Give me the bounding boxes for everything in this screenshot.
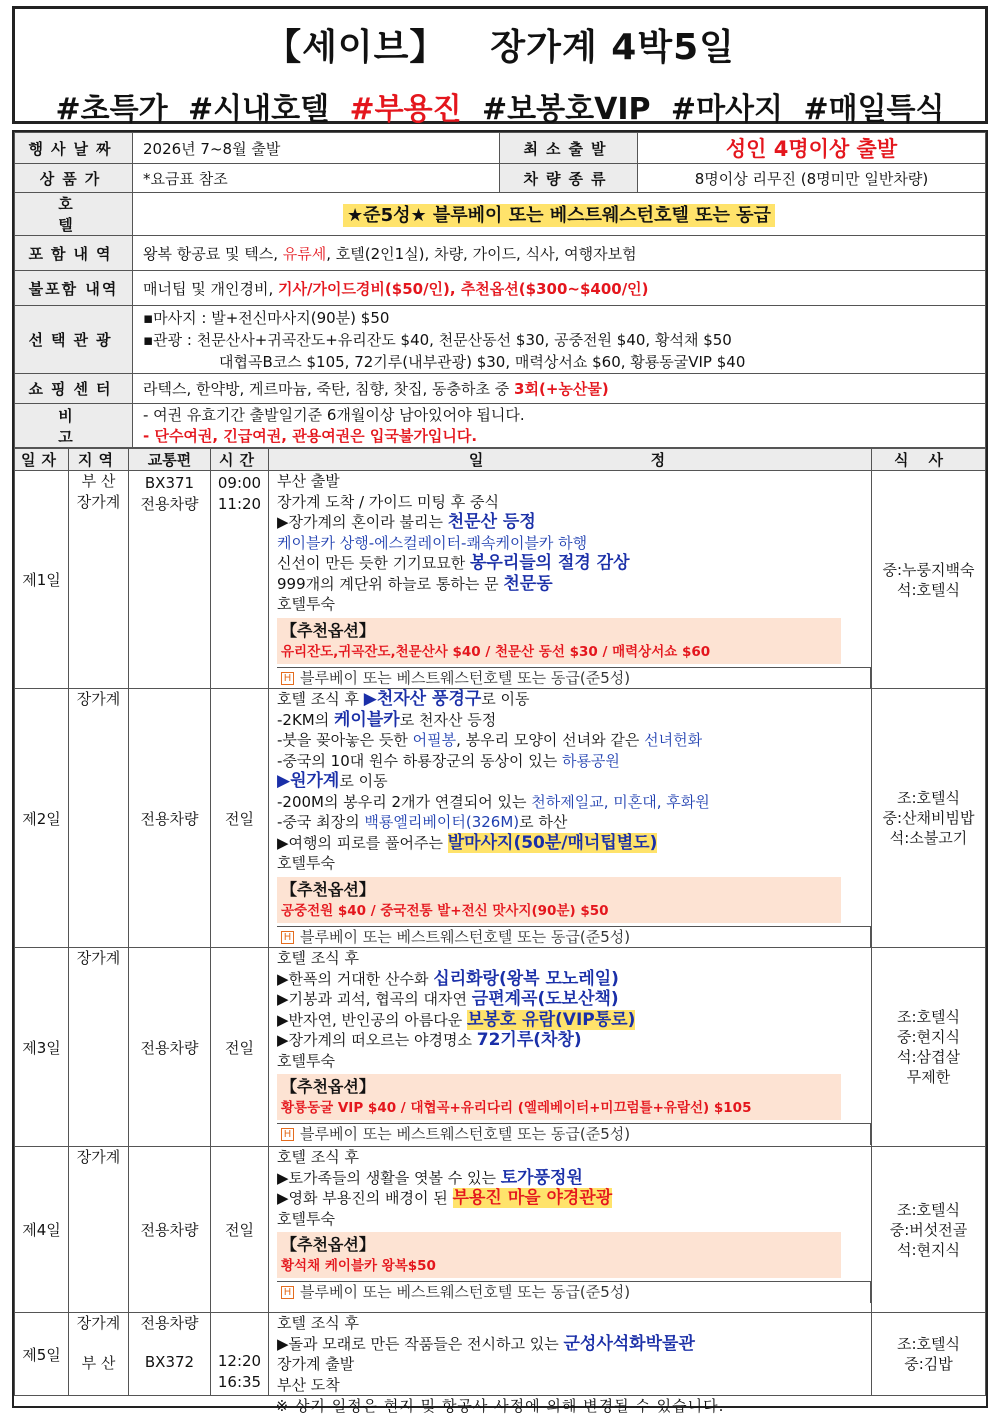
- day-transport: 전용차량: [129, 948, 211, 1147]
- program-line: [277, 1168, 871, 1189]
- day-row-2: [15, 689, 986, 948]
- program-line: 호텔 조식 후: [277, 949, 359, 967]
- option-title: 【추천옵션】: [281, 879, 375, 899]
- highlight: 금편계곡(도보산책): [471, 989, 619, 1009]
- option-text: 유리잔도,귀곡잔도,천문산사 $40 / 천문산 동선 $30 / 매력상서쇼 $60: [281, 643, 711, 660]
- schedule-table: [14, 448, 986, 1396]
- footer-note: ※ 상기 일정은 현지 및 항공사 사정에 의해 변경될 수 있습니다.: [275, 1397, 725, 1414]
- price-label: 상품가: [15, 164, 133, 193]
- text: -중국 최장의: [277, 813, 365, 831]
- highlight: 하룡공원: [561, 751, 620, 770]
- note-1: - 여권 유효기간 출발일기준 6개월이상 남아있어야 됩니다.: [143, 405, 525, 424]
- itinerary-sheet: [12, 130, 988, 1414]
- text: -붓을 꽂아놓은 듯한: [277, 731, 413, 749]
- meal-2: 중:현지식: [896, 1028, 960, 1046]
- incl-label: 포함내역: [15, 236, 133, 271]
- day-program: [269, 1313, 872, 1396]
- highlight: ▶원가계: [277, 771, 340, 791]
- hotel-label: 호텔: [15, 193, 133, 236]
- highlight: 군성사석화박물관: [563, 1333, 695, 1354]
- text: ▶여행의 피로를 풀어주는: [277, 833, 448, 852]
- day-label: 제4일: [15, 1147, 69, 1313]
- highlight: 백룡엘리베이터(326M): [364, 813, 520, 831]
- min-label: 최소출발: [500, 133, 638, 164]
- hotel-line: [277, 667, 871, 689]
- program-line: [277, 751, 871, 772]
- incl-b: , 호텔(2인1실), 차량, 가이드, 식사, 여행자보험: [326, 244, 637, 263]
- meal-3: 석:현지식: [896, 1240, 960, 1259]
- program-line: 장가계 출발: [277, 1355, 355, 1373]
- day-region: [69, 689, 129, 948]
- option-text: 황룡동굴 VIP $40 / 대협곡+유리다리 (엘레베이터+미끄럼틀+유람선) $105: [281, 1100, 752, 1116]
- highlight: 발마사지(50분/매너팁별도): [447, 832, 658, 853]
- text: -200M의 봉우리 2개가 연결되어 있는: [277, 792, 532, 811]
- hotel-text: 블루베이 또는 베스트웨스턴호텔 또는 동급(준5성): [300, 668, 631, 687]
- text: 로 천자산 등정: [399, 710, 497, 729]
- day-transport: 전용차량: [129, 689, 211, 948]
- transport-1: 전용차량: [140, 1314, 199, 1332]
- note-label: 비고: [15, 404, 133, 448]
- opt-line-2: ▪관광 : 천문산사+귀곡잔도+유리잔도 $40, 천문산동선 $30, 공중전원 $40, 황석채 $50: [143, 330, 732, 349]
- brand-label: 【세이브】: [265, 27, 447, 68]
- vehicle-value: 8명이상 리무진 (8명미만 일반차량): [638, 164, 986, 193]
- program-line: 호텔 조식 후: [277, 1148, 359, 1166]
- region: 장가계: [76, 690, 121, 708]
- day-row-3: [15, 948, 986, 1147]
- program-line: [277, 553, 871, 574]
- recommended-option: [277, 877, 841, 923]
- time-1: 09:00: [217, 474, 262, 492]
- shop-value: [133, 374, 986, 404]
- hotel-value-text: ★준5성★ 블루베이 또는 베스트웨스턴호텔 또는 동급: [343, 204, 775, 227]
- program-line: [277, 833, 871, 854]
- program-line: 케이블카 상행-에스컬레이터-쾌속케이블카 하행: [277, 533, 588, 552]
- header-schedule: [269, 449, 872, 471]
- program-line: 부산 출발: [277, 472, 340, 490]
- text: ▶한폭의 거대한 산수화: [277, 969, 434, 988]
- day-transport: [129, 1313, 211, 1396]
- day-time: [211, 1313, 269, 1396]
- hotel-text: 블루베이 또는 베스트웨스턴호텔 또는 동급(준5성): [300, 1125, 631, 1143]
- meal-3: 석:소불고기: [889, 829, 968, 847]
- excl-value: [133, 271, 986, 306]
- day-transport: 전용차량: [129, 1147, 211, 1313]
- day-meal: [872, 689, 986, 948]
- time-2: 16:35: [217, 1372, 262, 1391]
- time-1: 12:20: [217, 1352, 262, 1370]
- opt-line-3: 대협곡B코스 $105, 72기루(내부관광) $30, 매력상서쇼 $60, 황룡동굴VIP $40: [219, 352, 746, 371]
- min-value: [638, 133, 986, 164]
- shop-red: 3회(+농산물): [514, 380, 609, 398]
- day-label: 제5일: [15, 1313, 69, 1396]
- hotel-icon: H: [281, 672, 294, 685]
- option-text: 황석채 케이블카 왕복$50: [281, 1258, 436, 1274]
- transport-1: BX371: [144, 474, 195, 492]
- opt-label: 선택관광: [15, 306, 133, 374]
- meal-1: 조:호텔식: [896, 789, 960, 807]
- incl-red: 유류세: [282, 244, 327, 263]
- region: 장가계: [76, 1148, 121, 1166]
- day-row-4: [15, 1147, 986, 1313]
- hotel-value: [133, 193, 986, 236]
- day-region: [69, 471, 129, 689]
- header-transport: 교통편: [129, 449, 211, 471]
- program-line: 호텔투숙: [277, 1209, 335, 1228]
- meal-2: 석:호텔식: [896, 580, 960, 599]
- excl-red: 기사/가이드경비($50/인), 추천옵션($300~$400/인): [278, 279, 649, 298]
- day-time: 전일: [211, 948, 269, 1147]
- text: -2KM의: [277, 710, 334, 729]
- day-region: [69, 948, 129, 1147]
- highlight: 천문동: [503, 573, 553, 594]
- meal-2: 중:김밥: [904, 1355, 953, 1373]
- program-line: [277, 969, 871, 990]
- text: ▶토가족들의 생활을 엿볼 수 있는: [277, 1168, 501, 1187]
- highlight: 천하제일교, 미혼대, 후화원: [531, 792, 710, 811]
- program-line: [277, 1010, 871, 1031]
- meal-2: 중:산채비빔밥: [882, 809, 975, 827]
- program-line: 호텔투숙: [277, 1051, 335, 1070]
- program-line: [277, 689, 871, 710]
- text: , 봉우리 모양이 선녀와 같은: [456, 731, 645, 749]
- note-value: [133, 404, 986, 448]
- option-title: 【추천옵션】: [281, 1235, 375, 1254]
- hashtags-1: #초특가 #시내호텔: [55, 92, 330, 127]
- program-line: [277, 792, 871, 813]
- meal-1: 조:호텔식: [896, 1200, 960, 1219]
- program-line: 호텔 조식 후: [277, 1314, 359, 1332]
- price-value: *요금표 참조: [133, 164, 500, 193]
- text: ▶돌과 모래로 만든 작품들은 전시하고 있는: [277, 1334, 564, 1353]
- shop-a: 라텍스, 한약방, 게르마늄, 죽탄, 침향, 찻집, 동충하초 중: [143, 380, 515, 398]
- region: 장가계: [76, 949, 121, 967]
- text: 로 이동: [481, 690, 530, 708]
- text: 999개의 계단위 하늘로 통하는 문: [277, 574, 504, 593]
- meal-1: 조:호텔식: [896, 1335, 960, 1353]
- time-2: 11:20: [217, 494, 262, 513]
- day-row-1: [15, 471, 986, 689]
- region-1: 장가계: [76, 1314, 121, 1332]
- hotel-icon: H: [281, 1286, 294, 1299]
- program-line: [277, 1334, 871, 1355]
- meal-3: 석:삼겹살: [896, 1048, 960, 1066]
- info-table: [14, 132, 986, 448]
- text: ▶반자연, 반인공의 아름다운: [277, 1010, 467, 1029]
- program-line: [277, 574, 871, 595]
- hotel-text: 블루베이 또는 베스트웨스턴호텔 또는 동급(준5성): [300, 927, 631, 946]
- meal-1: 중:누룽지백숙: [882, 560, 975, 579]
- program-line: [277, 771, 871, 792]
- text: ▶기봉과 괴석, 협곡의 대자연: [277, 990, 472, 1008]
- highlight: 어필봉: [412, 731, 457, 749]
- program-line: 호텔투숙: [277, 854, 335, 872]
- meal-1: 조:호텔식: [896, 1008, 960, 1026]
- region-2: 부 산: [81, 1353, 116, 1372]
- day-meal: [872, 1313, 986, 1396]
- program-line: [277, 1030, 871, 1051]
- text: 호텔 조식 후: [277, 690, 364, 708]
- day-meal: [872, 1147, 986, 1313]
- program-line: 호텔투숙: [277, 595, 335, 613]
- min-value-text: 성인 4명이상 출발: [725, 137, 898, 161]
- recommended-option: [277, 1232, 841, 1278]
- opt-value: [133, 306, 986, 374]
- highlight: 선녀헌화: [644, 731, 703, 749]
- meal-4: 무제한: [906, 1068, 951, 1086]
- day-program: [269, 471, 872, 689]
- day-time: 전일: [211, 1147, 269, 1313]
- highlight: 천문산 등정: [447, 512, 536, 532]
- highlight: 토가풍정원: [500, 1167, 583, 1188]
- day-region: [69, 1313, 129, 1396]
- header-schedule-text: 일 정: [468, 451, 672, 469]
- program-line: [277, 730, 871, 751]
- hashtags-2: #보봉호VIP #마사지 #매일특식: [482, 92, 945, 127]
- recommended-option: [277, 1074, 841, 1120]
- header-meal: 식사: [872, 449, 986, 471]
- day-time: 전일: [211, 689, 269, 948]
- text: -중국의 10대 원수 하룡장군의 동상이 있는: [277, 751, 562, 770]
- hotel-icon: H: [281, 931, 294, 944]
- program-line: [277, 512, 871, 533]
- highlight: 케이블카: [334, 709, 400, 730]
- option-title: 【추천옵션】: [281, 620, 375, 640]
- date-label: 행사날짜: [15, 133, 133, 164]
- day-meal: [872, 948, 986, 1147]
- program-line: [277, 1188, 871, 1209]
- highlight: ▶천자산 풍경구: [363, 689, 482, 709]
- option-title: 【추천옵션】: [281, 1077, 375, 1096]
- text: 로 하산: [519, 813, 568, 831]
- text: 신선이 만든 듯한 기기묘묘한: [277, 554, 470, 572]
- program-line: 부산 도착: [277, 1375, 340, 1394]
- day-label: 제1일: [15, 471, 69, 689]
- program-line: 장가계 도착 / 가이드 미팅 후 중식: [277, 492, 500, 511]
- excl-a: 매너팁 및 개인경비,: [143, 279, 278, 298]
- day-label: 제2일: [15, 689, 69, 948]
- header-day: 일자: [15, 449, 69, 471]
- transport-2: 전용차량: [140, 494, 199, 513]
- hotel-line: [277, 1123, 871, 1145]
- highlight: 봉우리들의 절경 감상: [469, 553, 630, 573]
- recommended-option: [277, 618, 841, 664]
- highlight: 보봉호 유람(VIP통로): [467, 1009, 636, 1030]
- tour-name: 장가계 4박5일: [490, 27, 735, 68]
- hotel-line: [277, 926, 871, 948]
- day-time: [211, 471, 269, 689]
- hashtag-line: [15, 84, 985, 128]
- day-meal: [872, 471, 986, 689]
- title-banner: [12, 6, 988, 127]
- hashtag-red: #부용진: [349, 92, 462, 127]
- opt-line-1: ▪마사지 : 발+전신마사지(90분) $50: [143, 308, 390, 327]
- option-text: 공중전원 $40 / 중국전통 발+전신 맛사지(90분) $50: [281, 902, 609, 919]
- main-title: [15, 19, 985, 70]
- hotel-text: 블루베이 또는 베스트웨스턴호텔 또는 동급(준5성): [300, 1283, 631, 1301]
- day-region: [69, 1147, 129, 1313]
- excl-label: 불포함 내역: [15, 271, 133, 306]
- incl-value: [133, 236, 986, 271]
- note-2: - 단수여권, 긴급여권, 관용여권은 입국불가입니다.: [143, 426, 478, 445]
- day-label: 제3일: [15, 948, 69, 1147]
- transport-2: BX372: [144, 1352, 195, 1371]
- program-line: [277, 710, 871, 731]
- header-time: 시간: [211, 449, 269, 471]
- day-program: [269, 689, 872, 948]
- incl-a: 왕복 항공료 및 텍스,: [143, 244, 283, 263]
- day-transport: [129, 471, 211, 689]
- program-line: [277, 812, 871, 833]
- header-region: 지역: [69, 449, 129, 471]
- highlight: 십리화랑(왕복 모노레일): [433, 968, 619, 989]
- text: 로 이동: [339, 772, 388, 790]
- text: ▶영화 부용진의 배경이 된: [277, 1189, 453, 1207]
- text: ▶장가계의 떠오르는 야경명소: [277, 1031, 477, 1049]
- day-row-5: [15, 1313, 986, 1396]
- shop-label: 쇼핑센터: [15, 374, 133, 404]
- meal-2: 중:버섯전골: [889, 1220, 968, 1239]
- day-program: [269, 948, 872, 1147]
- highlight: 72기루(차창): [476, 1030, 582, 1050]
- vehicle-label: 차량종류: [500, 164, 638, 193]
- day-program: [269, 1147, 872, 1313]
- text: ▶장가계의 혼이라 불리는: [277, 513, 448, 531]
- region-1: 부 산: [81, 472, 116, 490]
- region-2: 장가계: [76, 492, 121, 511]
- highlight: 부용진 마을 야경관광: [452, 1188, 613, 1208]
- date-value: 2026년 7~8월 출발: [133, 133, 500, 164]
- program-line: [277, 989, 871, 1010]
- hotel-line: [277, 1281, 871, 1303]
- hotel-icon: H: [281, 1128, 294, 1141]
